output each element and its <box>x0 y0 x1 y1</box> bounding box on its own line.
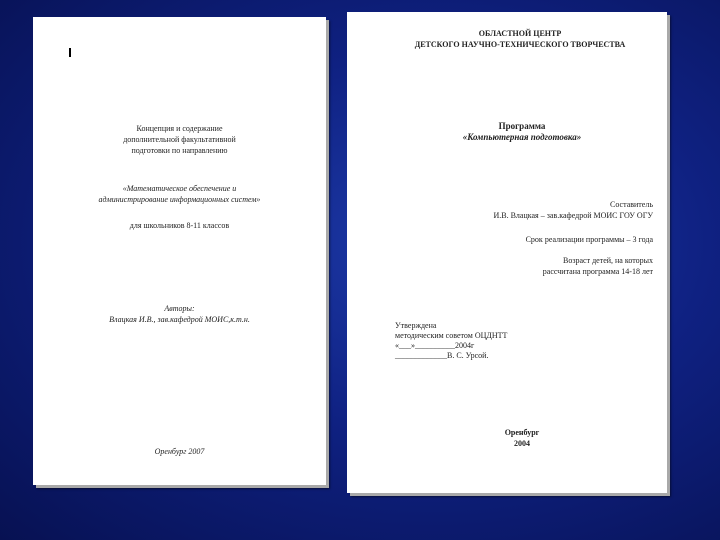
org-line-1: ОБЛАСТНОЙ ЦЕНТР <box>478 29 562 38</box>
authors-heading: Авторы: <box>164 304 195 313</box>
city-name: Оренбург <box>504 428 540 437</box>
direction-line-1: «Математическое обеспечение и <box>122 184 237 193</box>
compiler-label: Составитель <box>610 200 653 209</box>
org-line-2: ДЕТСКОГО НАУЧНО-ТЕХНИЧЕСКОГО ТВОРЧЕСТВА <box>414 40 626 49</box>
title-line-2: дополнительной факультативной <box>123 135 236 144</box>
title-line-3: подготовки по направлению <box>131 146 228 155</box>
approval-line-2: методическим советом ОЦДНТТ <box>395 331 508 340</box>
age-line-1: Возраст детей, на которых <box>562 256 653 265</box>
approval-line-1: Утверждена <box>395 321 437 330</box>
city-year: Оренбург 2007 <box>154 447 205 456</box>
age-line-2: рассчитана программа 14-18 лет <box>542 267 653 276</box>
document-page-left <box>33 17 326 485</box>
direction-line-2: администрирование информационных систем» <box>98 195 261 204</box>
author-name: Влацкая И.В., зав.кафедрой МОИС,к.т.н. <box>109 315 250 324</box>
year: 2004 <box>514 439 530 448</box>
program-duration: Срок реализации программы – 3 года <box>525 235 653 244</box>
text-cursor-mark <box>69 48 71 57</box>
program-label: Программа <box>498 121 546 131</box>
compiler-name: И.В. Влацкая – зав.кафедрой МОИС ГОУ ОГУ <box>493 211 653 220</box>
approval-line-3: «___»__________2004г <box>395 341 475 350</box>
audience-text: для школьников 8-11 классов <box>129 221 230 230</box>
approval-line-4: _____________В. С. Урсой. <box>395 351 489 360</box>
program-title: «Компьютерная подготовка» <box>462 132 582 142</box>
title-line-1: Концепция и содержание <box>136 124 223 133</box>
document-page-right <box>347 12 667 493</box>
